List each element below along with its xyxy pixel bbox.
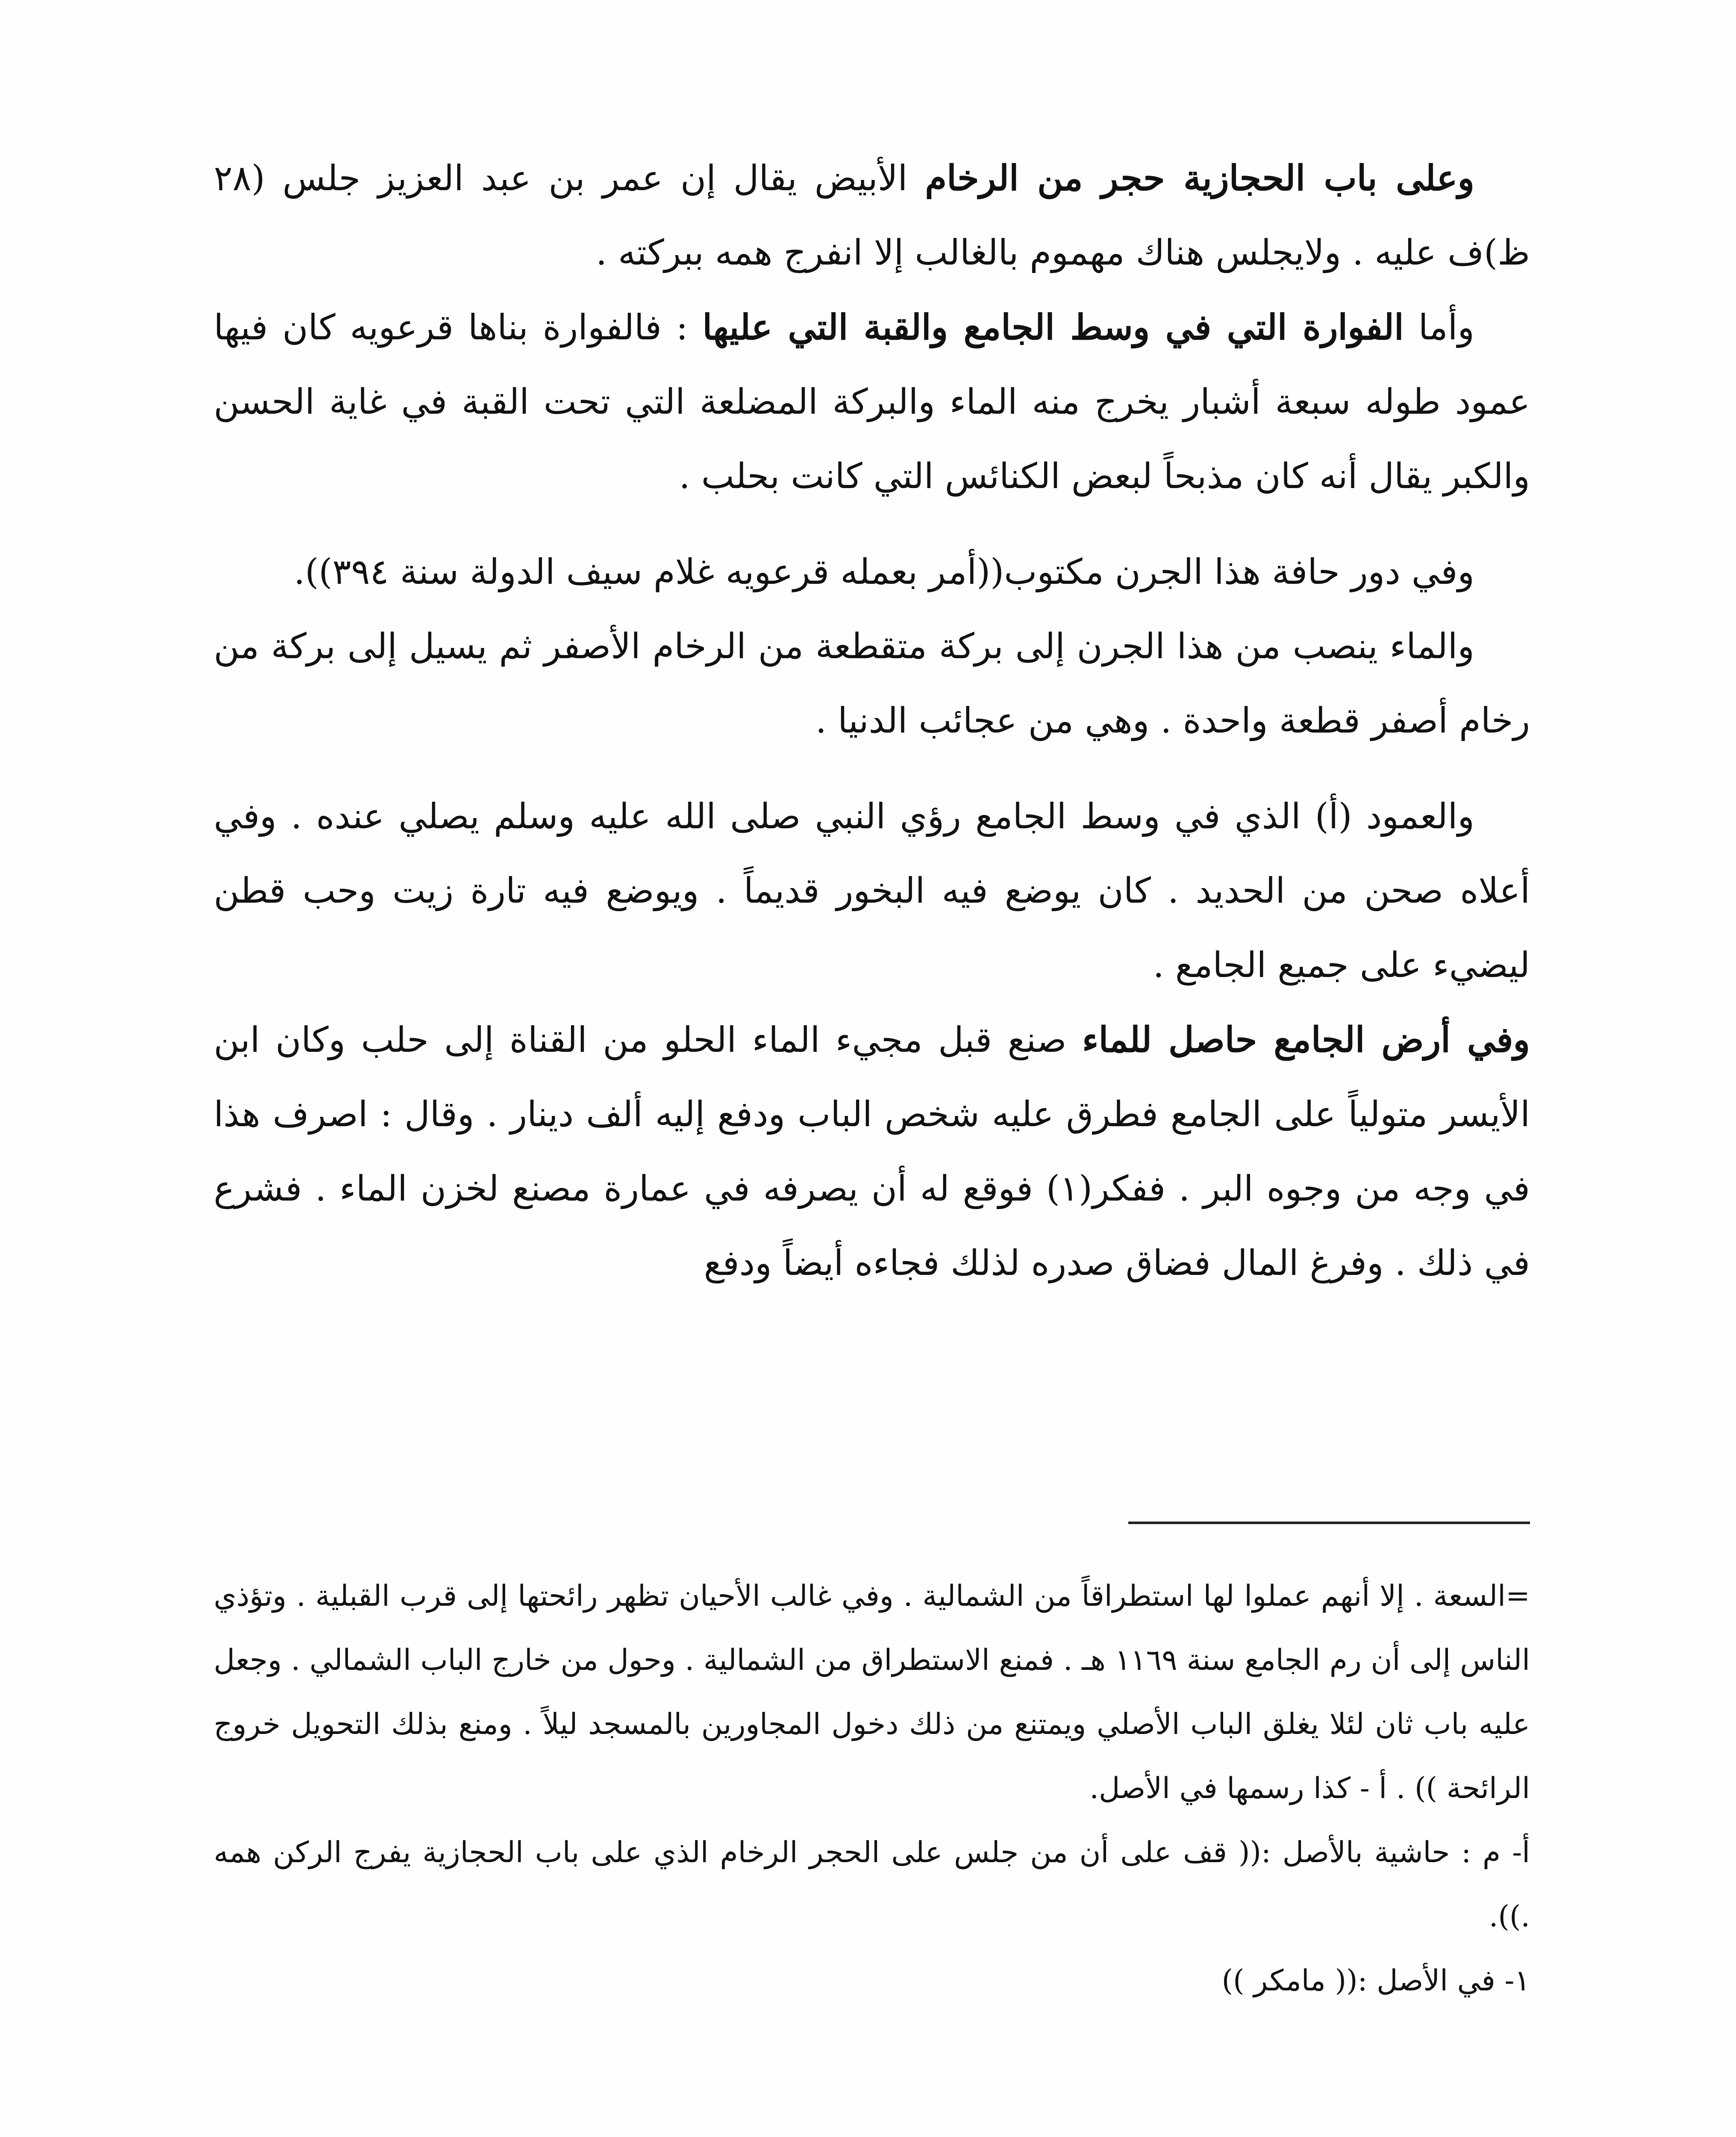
footnote-divider: [1128, 1522, 1530, 1524]
paragraph-6: [214, 1003, 1530, 1301]
footnote-1: =السعة . إلا أنهم عملوا لها استطراقاً من الشمالية . وفي غالب الأحيان تظهر رائحتها إلى قرب القبلية . وتؤذي الناس إلى أن رم الجامع سنة ١١٦٩ هـ . فمنع الاستطراق من الشمالية . وحول من خارج الباب الشمالي . وجعل عليه باب ثان لئلا يغلق الباب الأصلي ويمتنع من ذلك دخول المجاورين بالمسجد ليلاً . ومنع بذلك التحويل خروج الرائحة )) . أ - كذا رسمها في الأصل.: [214, 1579, 1530, 1805]
footnote-2: أ- م : حاشية بالأصل :(( قف على أن من جلس على الحجر الرخام الذي على باب الحجازية يفرج الركن همه .)).: [214, 1836, 1530, 1934]
paragraph-2-lead: وأما: [1404, 307, 1474, 348]
paragraph-6-text: صنع قبل مجيء الماء الحلو من القناة إلى حلب وكان ابن الأيسر متولياً على الجامع فطرق عليه شخص الباب ودفع إليه ألف دينار . وقال : اصرف هذا في وجه من وجوه البر . ففكر(١) فوقع له أن يصرفه في عمارة مصنع لخزن الماء . فشرع في ذلك . وفرغ المال فضاق صدره لذلك فجاءه أيضاً ودفع: [214, 1020, 1530, 1283]
bold-heading-3: وفي أرض الجامع حاصل للماء: [1082, 1019, 1530, 1060]
bold-heading-1: وعلى باب الحجازية حجر من الرخام: [925, 158, 1475, 199]
paragraph-2-text: : فالفوارة بناها قرعويه كان فيها عمود طوله سبعة أشبار يخرج منه الماء والبركة المضلعة التي تحت القبة في غاية الحسن والكبر يقال أنه كان مذبحاً لبعض الكنائس التي كانت بحلب .: [214, 307, 1530, 497]
footnote-3: ١- في الأصل :(( مامكر )): [1221, 1964, 1530, 1998]
bold-heading-2: الفوارة التي في وسط الجامع والقبة التي عليها: [702, 307, 1404, 348]
paragraph-2: [214, 290, 1530, 514]
paragraph-3: وفي دور حافة هذا الجرن مكتوب((أمر بعمله قرعويه غلام سيف الدولة سنة ٣٩٤)).: [294, 552, 1474, 592]
footnotes: [214, 1564, 1530, 2013]
paragraph-1-text: الأبيض يقال إن عمر بن عبد العزيز جلس (٢٨ ظ)ف عليه . ولايجلس هناك مهموم بالغالب إلا انفرج همه ببركته .: [214, 158, 1530, 273]
paragraph-5: والعمود (أ) الذي في وسط الجامع رؤي النبي صلى الله عليه وسلم يصلي عنده . وفي أعلاه صحن من الحديد . كان يوضع فيه البخور قديماً . ويوضع فيه تارة زيت وحب قطن ليضيء على جميع الجامع .: [214, 796, 1530, 986]
paragraph-1: [214, 141, 1530, 290]
main-text: [214, 141, 1530, 1301]
paragraph-4: والماء ينصب من هذا الجرن إلى بركة متقطعة من الرخام الأصفر ثم يسيل إلى بركة من رخام أصفر قطعة واحدة . وهي من عجائب الدنيا .: [214, 626, 1530, 741]
